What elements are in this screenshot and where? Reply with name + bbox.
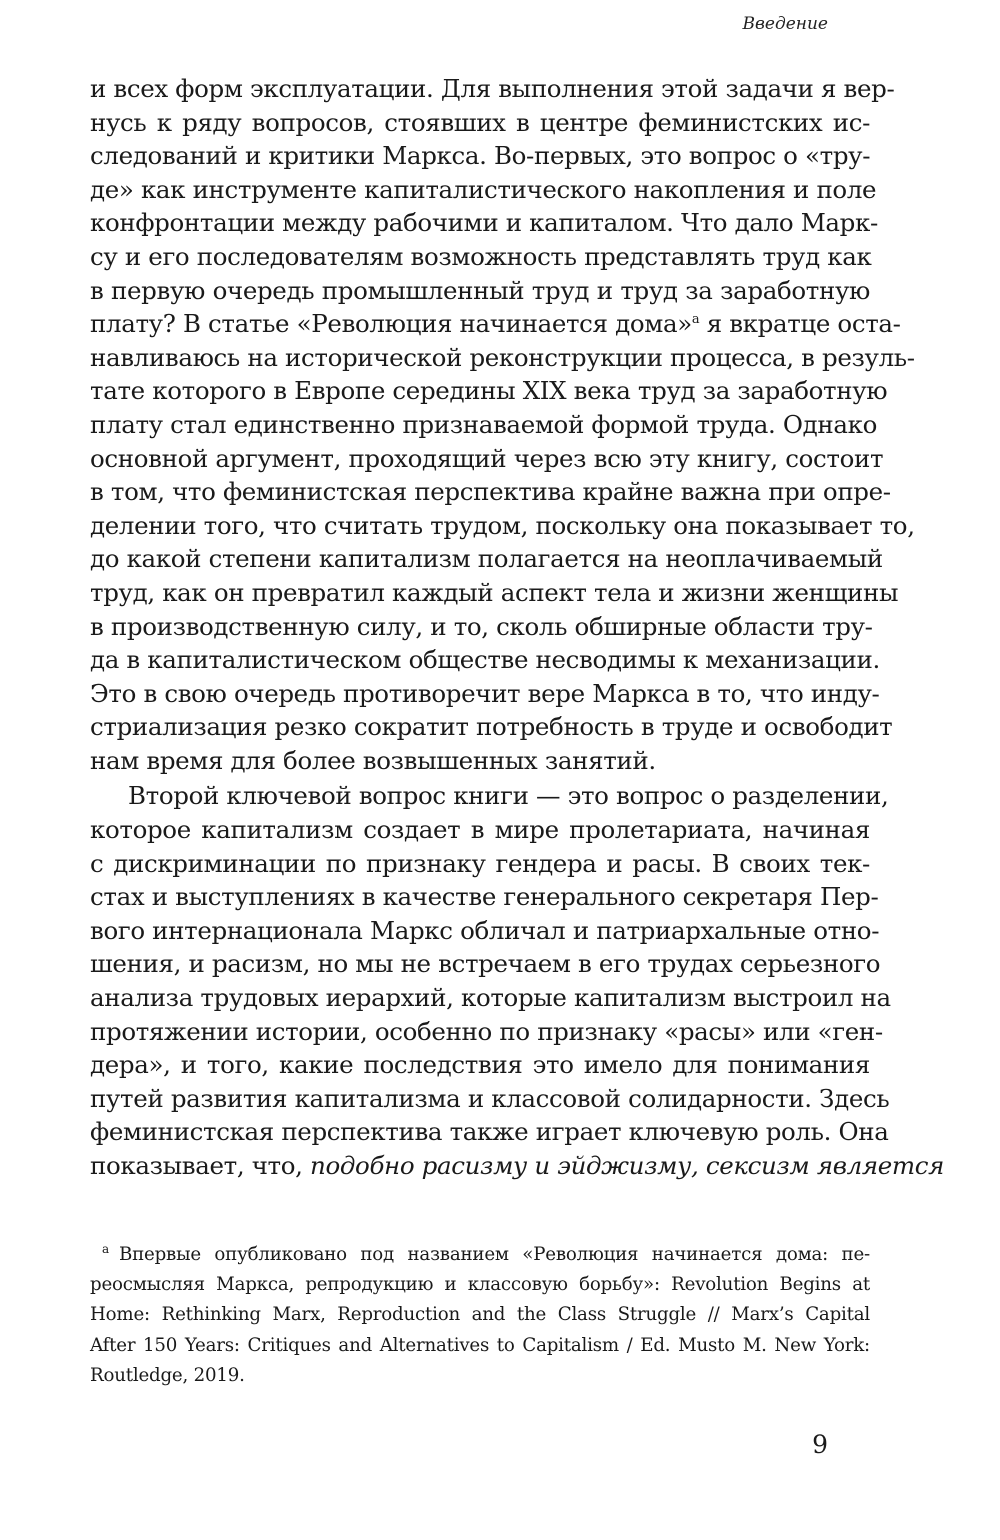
footnote-line: After 150 Years: Critiques and Alternatives to Capitalism / Ed. Musto M. New York: <box>90 1334 870 1356</box>
text-line: протяжении истории, особенно по признаку «расы» или «ген- <box>90 1016 883 1046</box>
text-fragment: показывает, что, <box>90 1151 311 1180</box>
text-line: стриализация резко сократит потребность в труде и освободит <box>90 712 893 742</box>
text-fragment: плату? В статье «Революция начинается дома» <box>90 309 692 339</box>
footnote <box>90 1240 870 1391</box>
text-line: делении того, что считать трудом, поскольку она показывает то, <box>90 510 915 540</box>
footnote-reference: a <box>691 312 700 327</box>
text-line: феминистская перспектива также играет ключевую роль. Она <box>90 1117 889 1147</box>
text-line: в том, что феминистская перспектива крайне важна при опре- <box>90 477 891 507</box>
text-line: путей развития капитализма и классовой солидарности. Здесь <box>90 1083 890 1113</box>
text-line: в первую очередь промышленный труд и труд за заработную <box>90 275 870 305</box>
text-line-with-footnote-ref <box>90 307 901 341</box>
text-fragment: Впервые опубликовано под названием «Революция начинается дома: пе- <box>118 1244 870 1265</box>
text-line: труд, как он превратил каждый аспект тела и жизни женщины <box>90 577 899 607</box>
text-line: основной аргумент, проходящий через всю эту книгу, состоит <box>90 443 884 473</box>
text-fragment: я вкратце оста- <box>699 309 901 339</box>
footnote-line <box>90 1240 870 1270</box>
footnote-line: Home: Rethinking Marx, Reproduction and the Class Struggle // Marx’s Capital <box>90 1304 870 1326</box>
text-line: де» как инструменте капиталистического накопления и поле <box>90 174 877 204</box>
text-line: плату стал единственно признаваемой формой труда. Однако <box>90 409 877 439</box>
body-text <box>90 72 945 1183</box>
text-line: анализа трудовых иерархий, которые капитализм выстроил на <box>90 983 891 1013</box>
text-line: которое капитализм создает в мире пролетариата, начиная <box>90 815 870 845</box>
text-line: дера», и того, какие последствия это имело для понимания <box>90 1050 870 1080</box>
text-line: конфронтации между рабочими и капиталом. Что дало Марк- <box>90 208 878 238</box>
running-head: Введение <box>742 14 828 34</box>
text-line: да в капиталистическом обществе несводимы к механизации. <box>90 645 880 675</box>
text-line: нам время для более возвышенных занятий. <box>90 745 656 775</box>
text-line: Второй ключевой вопрос книги — это вопрос о разделении, <box>128 781 889 811</box>
text-line: в производственную силу, и то, сколь обширные области тру- <box>90 611 873 641</box>
text-line: Это в свою очередь противоречит вере Маркса в то, что инду- <box>90 678 880 708</box>
text-line: стах и выступлениях в качестве генерального секретаря Пер- <box>90 882 879 912</box>
text-line: до какой степени капитализм полагается на неоплачиваемый <box>90 544 883 574</box>
text-line: шения, и расизм, но мы не встречаем в его трудах серьезного <box>90 949 881 979</box>
footnote-marker: a <box>102 1241 109 1256</box>
page-number: 9 <box>812 1430 828 1459</box>
text-line-with-italic <box>90 1149 945 1183</box>
text-line: су и его последователям возможность представлять труд как <box>90 241 872 271</box>
footnote-line: реосмысляя Маркса, репродукцию и классовую борьбу»: Revolution Begins at <box>90 1274 870 1296</box>
text-line: следований и критики Маркса. Во-первых, это вопрос о «тру- <box>90 141 871 171</box>
text-line: с дискриминации по признаку гендера и расы. В своих тек- <box>90 848 870 878</box>
text-line: тате которого в Европе середины XIX века труд за заработную <box>90 376 888 406</box>
text-line: нусь к ряду вопросов, стоявших в центре феминистских ис- <box>90 107 870 137</box>
text-line: вого интернационала Маркс обличал и патриархальные отно- <box>90 915 880 945</box>
italic-emphasis: подобно расизму и эйджизму, сексизм является <box>310 1151 945 1180</box>
text-line: навливаюсь на исторической реконструкции процесса, в резуль- <box>90 342 915 372</box>
footnote-line: Routledge, 2019. <box>90 1364 245 1386</box>
text-line: и всех форм эксплуатации. Для выполнения этой задачи я вер- <box>90 74 895 103</box>
